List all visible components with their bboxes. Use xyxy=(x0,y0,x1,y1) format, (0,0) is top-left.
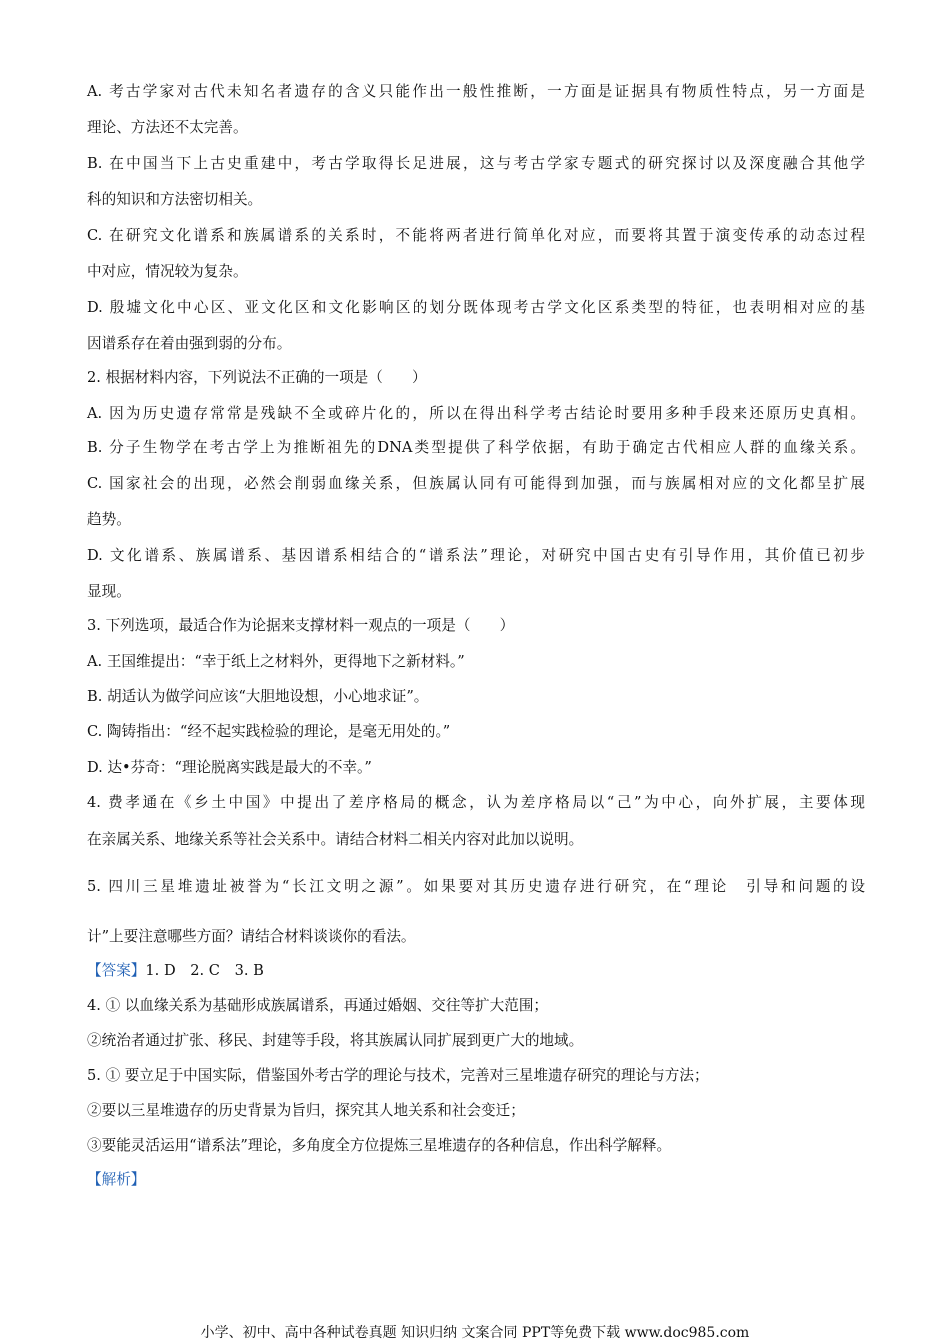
q3-option-a: A. 王国维提出：“幸于纸上之材料外，更得地下之新材料。” xyxy=(87,653,465,670)
q2-option-a: A. 因为历史遗存常常是残缺不全或碎片化的，所以在得出科学考古结论时要用多种手段来还原历史真相。 xyxy=(87,405,865,422)
q1-option-c-line1: C. 在研究文化谱系和族属谱系的关系时，不能将两者进行简单化对应，而要将其置于演变传承的动态过程 xyxy=(87,227,865,244)
analysis-tag: 【解析】 xyxy=(87,1171,146,1188)
q3-option-b: B. 胡适认为做学问应该“大胆地设想，小心地求证”。 xyxy=(87,688,429,705)
answer-5-point-1: 5. ① 要立足于中国实际，借鉴国外考古学的理论与技术，完善对三星堆遗存研究的理论与方法； xyxy=(87,1067,709,1084)
q3-stem: 3. 下列选项，最适合作为论据来支撑材料一观点的一项是（ ） xyxy=(87,617,515,634)
q4-line1: 4. 费孝通在《乡土中国》中提出了差序格局的概念，认为差序格局以“己”为中心，向外扩展，主要体现 xyxy=(87,794,865,811)
q1-option-d-line2: 因谱系存在着由强到弱的分布。 xyxy=(87,335,292,352)
q2-option-d-line2: 显现。 xyxy=(87,583,131,600)
q2-option-c-line2: 趋势。 xyxy=(87,511,131,528)
page-footer: 小学、初中、高中各种试卷真题 知识归纳 文案合同 PPT等免费下载 www.doc985.com xyxy=(200,1325,750,1341)
q1-option-a-line2: 理论、方法还不太完善。 xyxy=(87,119,248,136)
q2-stem: 2. 根据材料内容，下列说法不正确的一项是（ ） xyxy=(87,369,427,386)
answer-4-point-2: ②统治者通过扩张、移民、封建等手段，将其族属认同扩展到更广大的地域。 xyxy=(87,1032,584,1049)
q1-option-c-line2: 中对应，情况较为复杂。 xyxy=(87,263,248,280)
q1-option-b-line1: B. 在中国当下上古史重建中，考古学取得长足进展，这与考古学家专题式的研究探讨以及深度融合其他学 xyxy=(87,155,865,172)
q2-option-b: B. 分子生物学在考古学上为推断祖先的DNA类型提供了科学依据，有助于确定古代相应人群的血缘关系。 xyxy=(87,439,865,456)
analysis-line xyxy=(87,1170,865,1190)
q1-option-a-line1: A. 考古学家对古代未知名者遗存的含义只能作出一般性推断，一方面是证据具有物质性特点，另一方面是 xyxy=(87,83,865,100)
q3-option-d: D. 达•芬奇：“理论脱离实践是最大的不幸。” xyxy=(87,759,372,776)
answer-5-point-3: ③要能灵活运用“谱系法”理论，多角度全方位提炼三星堆遗存的各种信息，作出科学解释。 xyxy=(87,1137,672,1154)
answer-tag: 【答案】 xyxy=(87,962,146,979)
q3-option-c: C. 陶铸指出：“经不起实践检验的理论，是毫无用处的。” xyxy=(87,723,451,740)
q5-line1: 5. 四川三星堆遗址被誉为“长江文明之源”。如果要对其历史遗存进行研究，在“理论 引导和问题的设 xyxy=(87,878,865,895)
q4-line2: 在亲属关系、地缘关系等社会关系中。请结合材料二相关内容对此加以说明。 xyxy=(87,831,584,848)
q5-line2: 计”上要注意哪些方面？请结合材料谈谈你的看法。 xyxy=(87,928,416,945)
answer-line xyxy=(87,961,865,981)
answer-5-point-2: ②要以三星堆遗存的历史背景为旨归，探究其人地关系和社会变迁； xyxy=(87,1102,525,1119)
q1-option-b-line2: 科的知识和方法密切相关。 xyxy=(87,191,263,208)
q2-option-d-line1: D. 文化谱系、族属谱系、基因谱系相结合的“谱系法”理论，对研究中国古史有引导作用，其价值已初步 xyxy=(87,547,865,564)
q2-option-c-line1: C. 国家社会的出现，必然会削弱血缘关系，但族属认同有可能得到加强，而与族属相对应的文化都呈扩展 xyxy=(87,475,865,492)
answer-choices: 1. D 2. C 3. B xyxy=(145,962,264,979)
q1-option-d-line1: D. 殷墟文化中心区、亚文化区和文化影响区的划分既体现考古学文化区系类型的特征，也表明相对应的基 xyxy=(87,299,865,316)
answer-4-point-1: 4. ① 以血缘关系为基础形成族属谱系，再通过婚姻、交往等扩大范围； xyxy=(87,997,549,1014)
